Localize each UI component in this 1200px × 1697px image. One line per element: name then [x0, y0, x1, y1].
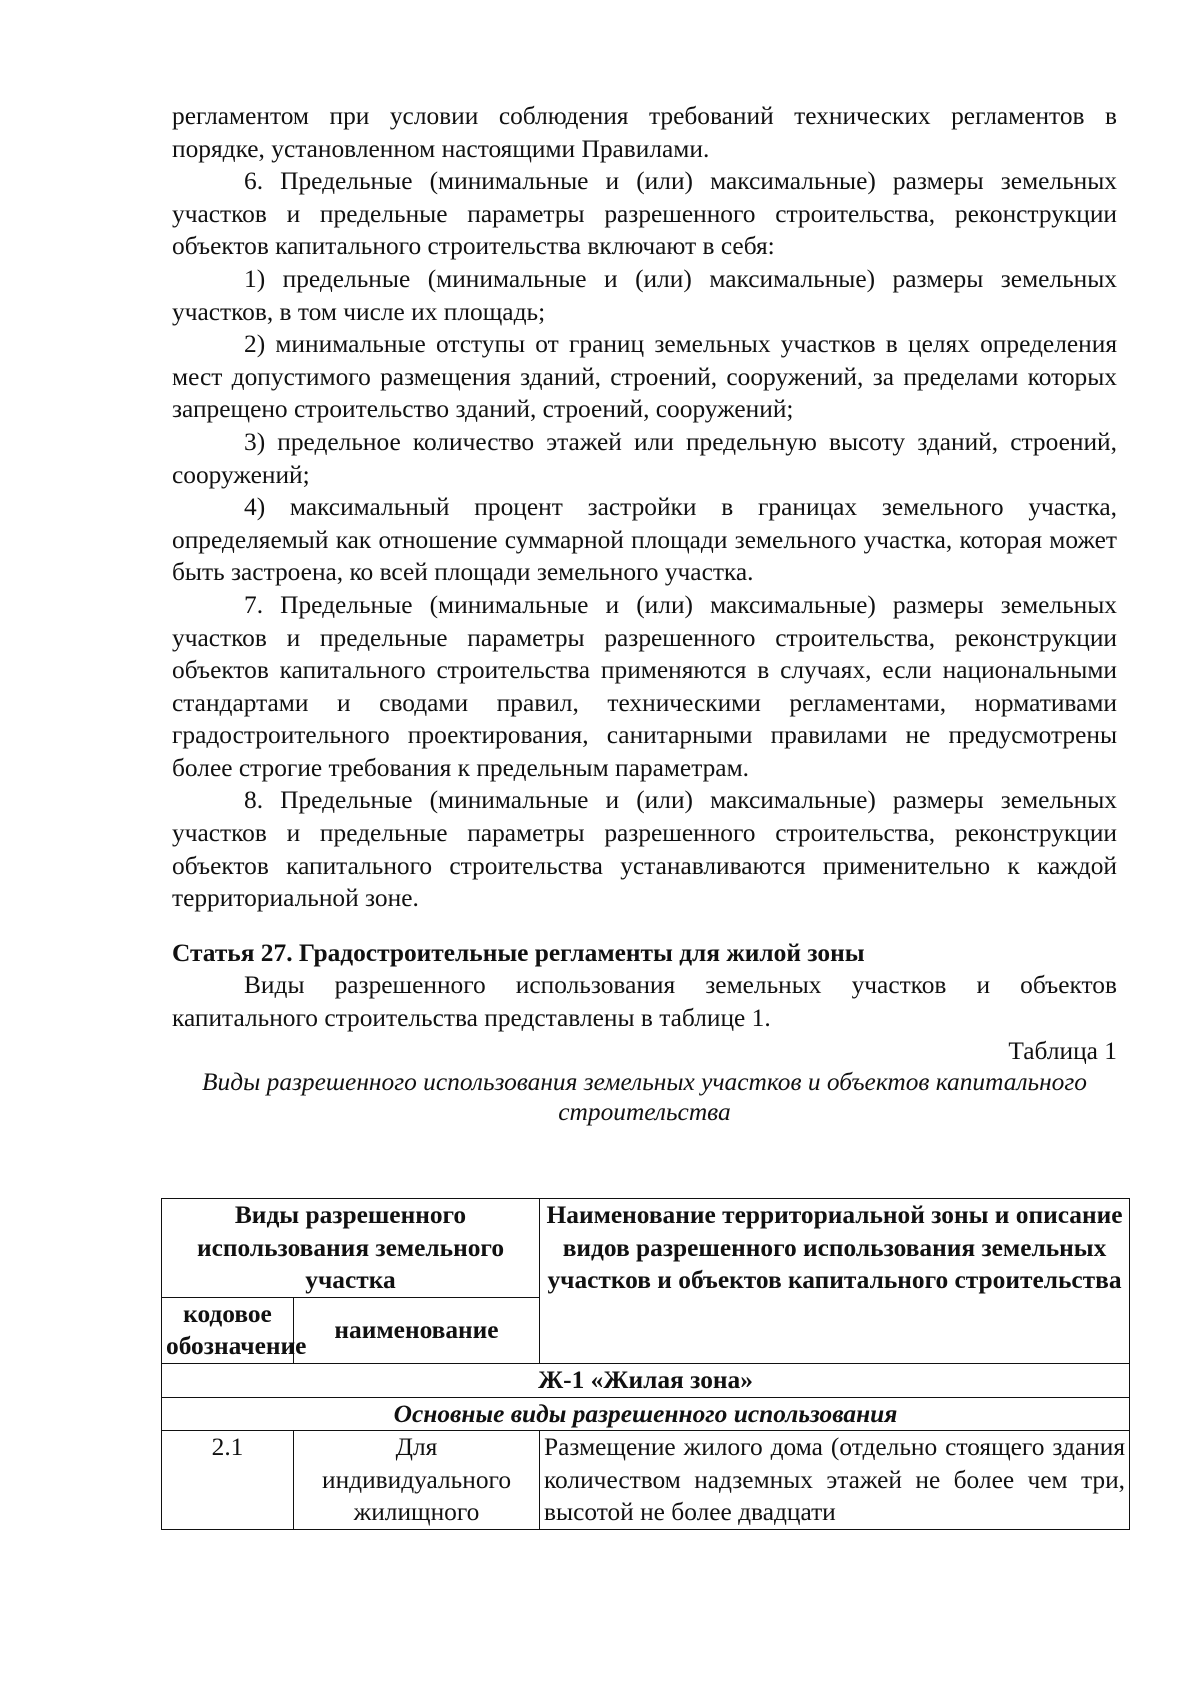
paragraph-subitem-3: 3) предельное количество этажей или предельную высоту зданий, строений, сооружений; [172, 427, 1117, 489]
section-row [162, 1397, 1130, 1431]
zone-title-cell: Ж-1 «Жилая зона» [162, 1363, 1130, 1397]
paragraph-subitem-2: 2) минимальные отступы от границ земельных участков в целях определения мест допустимого размещения зданий, строений, сооружений, за пределами которых запрещено строительство зданий, строений, сооружений; [172, 330, 1117, 424]
paragraph-subitem-4: 4) максимальный процент застройки в границах земельного участка, определяемый как отношение суммарной площади земельного участка, которая может быть застроена, ко всей площади земельного участка. [172, 493, 1117, 587]
paragraph-item-8: 8. Предельные (минимальные и (или) максимальные) размеры земельных участков и предельные параметры разрешенного строительства, реконструкции объектов капитального строительства устанавливаются применительно к каждой территориальной зоне. [172, 786, 1117, 913]
paragraph-item-6: 6. Предельные (минимальные и (или) максимальные) размеры земельных участков и предельные параметры разрешенного строительства, реконструкции объектов капитального строительства включают в себя: [172, 167, 1117, 261]
paragraph-item-7: 7. Предельные (минимальные и (или) максимальные) размеры земельных участков и предельные параметры разрешенного строительства, реконструкции объектов капитального строительства применяются в случаях, если национальными стандартами и сводами правил, техническими регламентами, нормативами градостроительного проектирования, санитарными правилами не предусмотрены более строгие требования к предельным параметрам. [172, 590, 1117, 782]
paragraph-subitem-1: 1) предельные (минимальные и (или) максимальные) размеры земельных участков, в том числе их площадь; [172, 264, 1117, 326]
header-code-cell: кодовое обозначение [162, 1297, 294, 1363]
table-row [162, 1431, 1130, 1530]
header-name-cell: наименование [294, 1297, 540, 1363]
table-caption: Виды разрешенного использования земельных участков и объектов капитального строительства [202, 1068, 1087, 1127]
land-use-table [161, 1198, 1130, 1530]
section-title-cell: Основные виды разрешенного использования [162, 1397, 1130, 1431]
paragraph-continuation: регламентом при условии соблюдения требований технических регламентов в порядке, установленном настоящими Правилами. [172, 102, 1117, 163]
table-header-row [162, 1199, 1130, 1298]
article-intro: Виды разрешенного использования земельных участков и объектов капитального строительства представлены в таблице 1. [172, 971, 1117, 1033]
row-name-cell: Для индивидуального жилищного [294, 1431, 540, 1530]
row-description-cell: Размещение жилого дома (отдельно стоящего здания количеством надземных этажей не более чем три, высотой не более двадцати [540, 1431, 1130, 1530]
zone-row [162, 1363, 1130, 1397]
row-code-cell: 2.1 [162, 1431, 294, 1530]
article-heading: Статья 27. Градостроительные регламенты для жилой зоны [172, 938, 865, 967]
table-number: Таблица 1 [1008, 1036, 1117, 1065]
header-group-cell: Виды разрешенного использования земельного участка [162, 1199, 540, 1298]
document-page [172, 100, 1117, 1127]
header-description-cell: Наименование территориальной зоны и описание видов разрешенного использования земельных участков и объектов капитального строительства [540, 1199, 1130, 1364]
